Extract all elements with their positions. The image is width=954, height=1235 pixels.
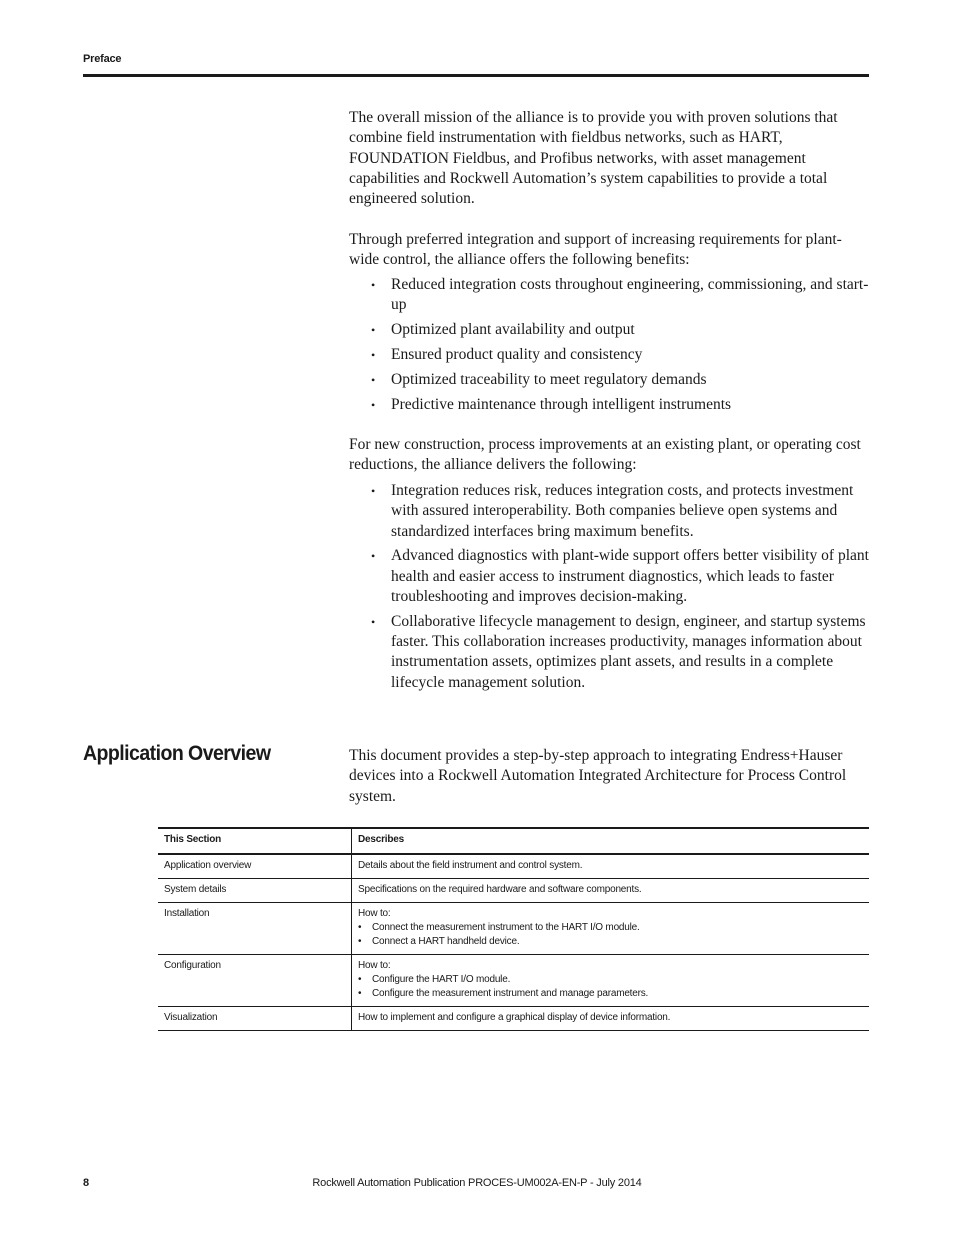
section-heading: Application Overview <box>83 742 271 765</box>
table-row <box>158 1007 869 1031</box>
section-cell: Application overview <box>158 854 352 879</box>
list-item: • Collaborative lifecycle management to design, engineer, and startup systems faster. This collaboration increases productivity, manages information about instrumentation assets, optimizes plant assets, and results in a complete lifecycle management solution. <box>349 612 869 693</box>
describes-list <box>358 921 863 949</box>
table-row <box>158 955 869 1007</box>
list-item: • Ensured product quality and consistency <box>349 345 869 365</box>
table-row <box>158 879 869 903</box>
table-row <box>158 854 869 879</box>
list-item: • Predictive maintenance through intelligent instruments <box>349 395 869 415</box>
describes-list <box>358 973 863 1001</box>
table-header-row <box>158 828 869 854</box>
page-number: 8 <box>83 1177 90 1189</box>
delivers-intro-paragraph <box>349 435 869 476</box>
delivers-list <box>349 481 869 697</box>
column-header-section: This Section <box>158 828 352 854</box>
section-cell: Installation <box>158 903 352 955</box>
column-header-describes: Describes <box>358 834 405 845</box>
sections-table <box>158 827 869 1031</box>
describes-cell: Details about the field instrument and control system. <box>358 860 583 871</box>
describes-cell: Specifications on the required hardware and software components. <box>358 884 642 895</box>
overview-paragraph <box>349 746 869 807</box>
mission-text: The overall mission of the alliance is to provide you with proven solutions that combine field instrumentation with fieldbus networks, such as HART, FOUNDATION Fieldbus, and Profibus networks, with asset management capabilities and Rockwell Automation’s system capabilities to provide a total engineered solution. <box>349 109 838 208</box>
describes-cell <box>352 955 870 1007</box>
list-item: • Optimized plant availability and output <box>349 320 869 340</box>
benefits-list <box>349 275 869 420</box>
benefits-intro-text: Through preferred integration and support of increasing requirements for plant-wide control, the alliance offers the following benefits: <box>349 231 842 269</box>
list-item: • Integration reduces risk, reduces integration costs, and protects investment with assured interoperability. Both companies believe open systems and standardized interfaces bring maximum benefits. <box>349 481 869 542</box>
section-cell: Visualization <box>158 1007 352 1031</box>
list-item: • Connect a HART handheld device. <box>358 935 863 949</box>
list-item: • Optimized traceability to meet regulatory demands <box>349 370 869 390</box>
header-rule <box>83 74 869 77</box>
section-cell: System details <box>158 879 352 903</box>
overview-text: This document provides a step-by-step approach to integrating Endress+Hauser devices into a Rockwell Automation Integrated Architecture for Process Control system. <box>349 747 847 805</box>
table-row <box>158 903 869 955</box>
describes-cell <box>352 903 870 955</box>
running-header: Preface <box>83 53 122 65</box>
describes-lead: How to: <box>358 960 391 971</box>
mission-paragraph <box>349 108 869 209</box>
list-item: • Reduced integration costs throughout engineering, commissioning, and start-up <box>349 275 869 316</box>
list-item: • Advanced diagnostics with plant-wide support offers better visibility of plant health and easier access to instrument diagnostics, which leads to faster troubleshooting and improves decision-making. <box>349 546 869 607</box>
list-item: • Configure the measurement instrument and manage parameters. <box>358 987 863 1001</box>
publication-footer: Rockwell Automation Publication PROCES-UM002A-EN-P - July 2014 <box>312 1177 642 1189</box>
list-item: • Configure the HART I/O module. <box>358 973 863 987</box>
describes-cell: How to implement and configure a graphical display of device information. <box>358 1012 671 1023</box>
delivers-intro-text: For new construction, process improvements at an existing plant, or operating cost reductions, the alliance delivers the following: <box>349 436 861 474</box>
benefits-intro-paragraph <box>349 230 869 271</box>
describes-lead: How to: <box>358 908 391 919</box>
section-cell: Configuration <box>158 955 352 1007</box>
list-item: • Connect the measurement instrument to the HART I/O module. <box>358 921 863 935</box>
